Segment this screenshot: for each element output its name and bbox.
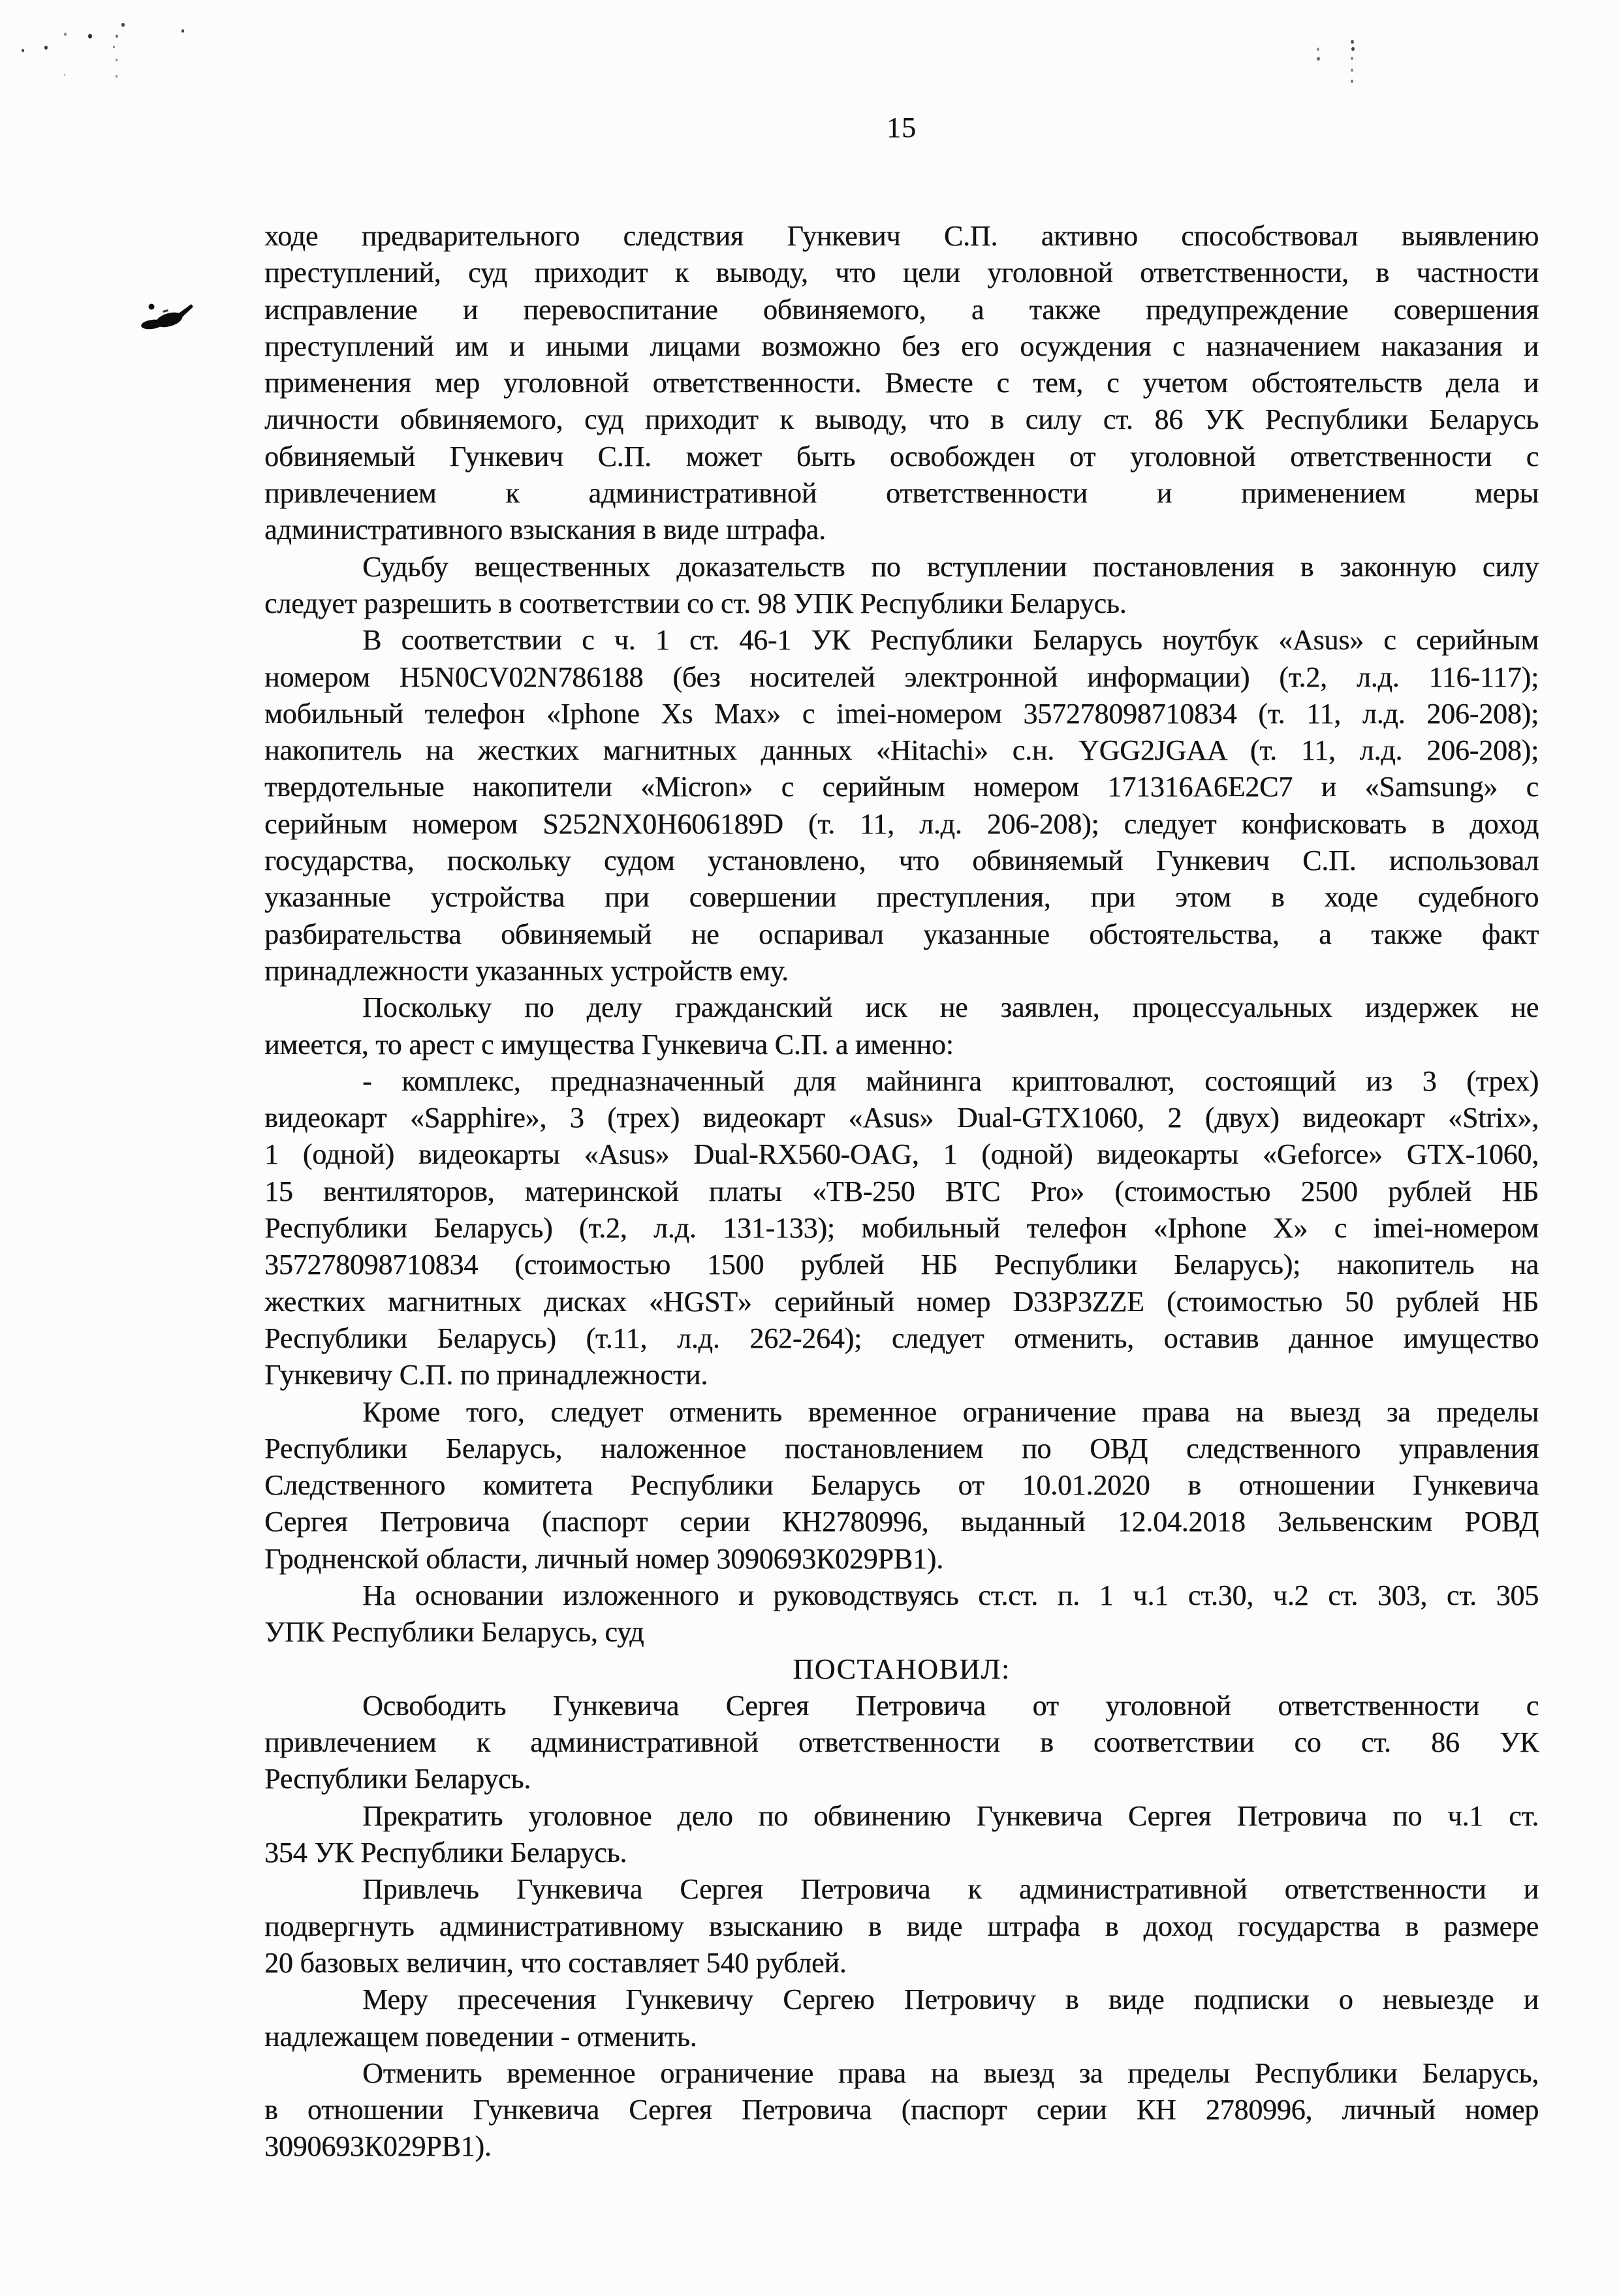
text-line: 354 УК Республики Беларусь.	[264, 1837, 627, 1869]
text-line: жестких магнитных дисках «HGST» серийный номер D33P3ZZE (стоимостью 50 рублей НБ	[264, 1285, 1539, 1318]
text-line: государства, поскольку судом установлено, что обвиняемый Гункевич С.П. использовал	[264, 845, 1539, 877]
scan-speck	[116, 59, 118, 61]
text-line: Республики Беларусь) (т.2, л.д. 131-133); мобильный телефон «Iphone X» с imei-номером	[264, 1212, 1539, 1245]
text-line: Республики Беларусь, наложенное постановлением по ОВД следственного управления	[264, 1432, 1539, 1465]
text-line: 15 вентиляторов, материнской платы «ТВ-250 ВТС Pro» (стоимостью 2500 рублей НБ	[264, 1175, 1539, 1207]
text-line: Судьбу вещественных доказательств по вступлении постановления в законную силу	[362, 550, 1539, 583]
text-line: указанные устройства при совершении преступления, при этом в ходе судебного	[264, 881, 1539, 914]
scan-speck	[1351, 47, 1355, 51]
text-line: - комплекс, предназначенный для майнинга криптовалют, состоящий из 3 (трех)	[362, 1064, 1539, 1097]
scan-speck	[1317, 48, 1319, 51]
scan-speck	[1351, 80, 1353, 83]
text-line: Гункевичу С.П. по принадлежности.	[264, 1359, 708, 1391]
scan-speck	[1351, 57, 1353, 60]
text-line: твердотельные накопители «Micron» с серийным номером 171316A6E2C7 и «Samsung» с	[264, 771, 1539, 803]
text-line: обвиняемый Гункевич С.П. может быть освобожден от уголовной ответственности с	[264, 440, 1539, 473]
text-line: В соответствии с ч. 1 ст. 46-1 УК Республики Беларусь ноутбук «Asus» с серийным	[362, 624, 1539, 657]
text-line: подвергнуть административному взысканию в виде штрафа в доход государства в размере	[264, 1910, 1539, 1942]
text-line: преступлений им и иными лицами возможно без его осуждения с назначением наказания и	[264, 330, 1539, 362]
scan-speck	[64, 33, 67, 36]
text-line: серийным номером S252NX0H606189D (т. 11, л.д. 206-208); следует конфисковать в доход	[264, 807, 1539, 840]
text-line: 357278098710834 (стоимостью 1500 рублей НБ Республики Беларусь); накопитель на	[264, 1249, 1539, 1281]
scan-speck	[116, 35, 118, 38]
text-line: личности обвиняемого, суд приходит к выводу, что в силу ст. 86 УК Республики Беларусь	[264, 403, 1539, 436]
scan-speck	[1351, 40, 1354, 44]
text-line: 1 (одной) видеокарты «Asus» Dual-RX560-OAG, 1 (одной) видеокарты «Geforce» GTX-1060,	[264, 1138, 1539, 1171]
text-line: разбирательства обвиняемый не оспаривал указанные обстоятельства, а также факт	[264, 918, 1539, 950]
text-line: применения мер уголовной ответственности. Вместе с тем, с учетом обстоятельств дела и	[264, 367, 1539, 399]
text-line: ПОСТАНОВИЛ:	[793, 1652, 1011, 1685]
text-line: принадлежности указанных устройств ему.	[264, 954, 789, 987]
scan-speck	[181, 29, 184, 33]
text-line: Меру пресечения Гункевичу Сергею Петровичу в виде подписки о невыезде и	[362, 1983, 1539, 2016]
scan-speck	[121, 23, 125, 27]
scan-speck	[64, 74, 65, 76]
document-body	[264, 218, 1539, 2165]
text-line: следует разрешить в соответствии со ст. 98 УПК Республики Беларусь.	[264, 587, 1127, 619]
text-line: Освободить Гункевича Сергея Петровича от уголовной ответственности с	[362, 1689, 1539, 1722]
text-line: привлечением к административной ответственности в соответствии со ст. 86 УК	[264, 1726, 1539, 1759]
text-line: имеется, то арест с имущества Гункевича С.П. а именно:	[264, 1028, 954, 1061]
text-line: Отменить временное ограничение права на выезд за пределы Республики Беларусь,	[362, 2056, 1539, 2089]
text-line: Прекратить уголовное дело по обвинению Гункевича Сергея Петровича по ч.1 ст.	[362, 1799, 1539, 1832]
text-line: 3090693К029РВ1).	[264, 2130, 492, 2163]
text-line: Сергея Петровича (паспорт серии КН2780996, выданный 12.04.2018 Зельвенским РОВД	[264, 1506, 1539, 1538]
scan-speck	[113, 46, 115, 48]
text-line: Кроме того, следует отменить временное ограничение права на выезд за пределы	[362, 1395, 1539, 1428]
page-number: 15	[887, 112, 917, 144]
text-line: надлежащем поведении - отменить.	[264, 2020, 697, 2053]
text-line: Привлечь Гункевича Сергея Петровича к административной ответственности и	[362, 1873, 1539, 1906]
text-line: преступлений, суд приходит к выводу, что цели уголовной ответственности, в частности	[264, 256, 1539, 289]
text-line: административного взыскания в виде штрафа.	[264, 514, 826, 546]
text-line: привлечением к административной ответственности и применением меры	[264, 477, 1539, 510]
text-line: ходе предварительного следствия Гункевич С.П. активно способствовал выявлению	[264, 220, 1539, 252]
scan-speck	[44, 46, 48, 50]
text-line: Республики Беларусь.	[264, 1763, 531, 1795]
scan-speck	[22, 49, 24, 52]
text-line: видеокарт «Sapphire», 3 (трех) видеокарт «Asus» Dual-GTX1060, 2 (двух) видеокарт «Strix»,	[264, 1102, 1539, 1134]
text-line: мобильный телефон «Iphone Xs Max» с imei-номером 357278098710834 (т. 11, л.д. 206-208);	[264, 697, 1539, 730]
text-line: УПК Республики Беларусь, суд	[264, 1616, 644, 1649]
text-line: На основании изложенного и руководствуясь ст.ст. п. 1 ч.1 ст.30, ч.2 ст. 303, ст. 305	[362, 1579, 1539, 1611]
text-line: 20 базовых величин, что составляет 540 рублей.	[264, 1946, 847, 1979]
text-line: исправление и перевоспитание обвиняемого, а также предупреждение совершения	[264, 293, 1539, 326]
scan-speck	[1351, 69, 1353, 72]
text-line: накопитель на жестких магнитных данных «Hitachi» с.н. YGG2JGAA (т. 11, л.д. 206-208);	[264, 734, 1539, 767]
scan-speck	[1317, 57, 1320, 61]
text-line: номером H5N0CV02N786188 (без носителей электронной информации) (т.2, л.д. 116-117);	[264, 660, 1539, 693]
margin-ink-mark	[134, 295, 196, 341]
text-line: Следственного комитета Республики Беларусь от 10.01.2020 в отношении Гункевича	[264, 1469, 1539, 1502]
text-line: Республики Беларусь) (т.11, л.д. 262-264); следует отменить, оставив данное имущество	[264, 1322, 1539, 1354]
scan-speck	[116, 75, 118, 78]
text-line: Поскольку по делу гражданский иск не заявлен, процессуальных издержек не	[362, 991, 1539, 1024]
scan-speck	[88, 34, 92, 39]
text-line: в отношении Гункевича Сергея Петровича (паспорт серии КН 2780996, личный номер	[264, 2094, 1539, 2126]
text-line: Гродненской области, личный номер 3090693К029РВ1).	[264, 1542, 943, 1575]
